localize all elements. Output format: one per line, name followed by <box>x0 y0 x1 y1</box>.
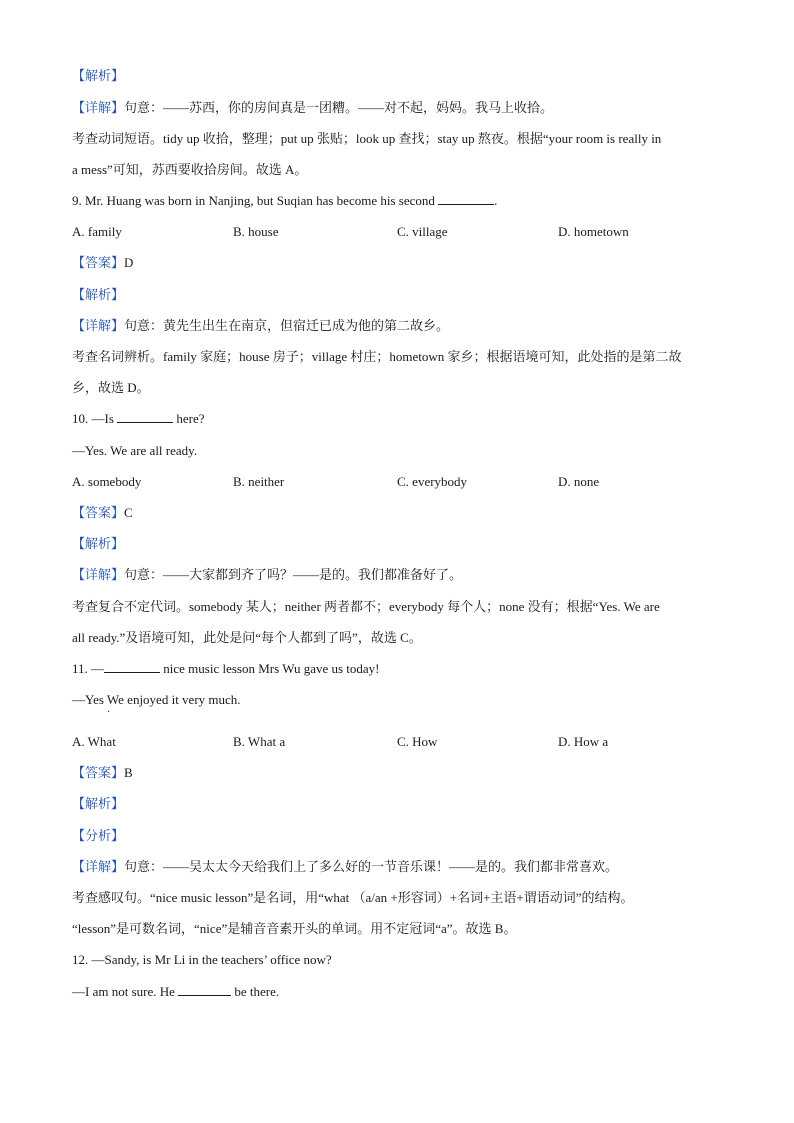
q10-explanation-1: 考查复合不定代词。somebody 某人；neither 两者都不；everybody 每个人；none 没有；根据“Yes. We are <box>72 599 660 614</box>
detail-tag: 【详解】 <box>72 318 125 333</box>
q9-explanation-2: 乡，故选 D。 <box>72 380 150 395</box>
answer-tag: 【答案】 <box>72 765 125 780</box>
q10-stem <box>72 410 728 428</box>
q11-explanation-2: “lesson”是可数名词，“nice”是辅音音素开头的单词。用不定冠词“a”。故选 B。 <box>72 921 517 936</box>
q9-option-d: D. hometown <box>558 224 629 239</box>
q12-stem: 12. —Sandy, is Mr Li in the teachers’ office now? <box>72 952 332 967</box>
analyze-tag: 【分析】 <box>72 828 125 843</box>
analysis-tag: 【解析】 <box>72 536 125 551</box>
detail-tag: 【详解】 <box>72 859 125 874</box>
q10-stem-text: 10. —Is <box>72 411 118 426</box>
answer-tag: 【答案】 <box>72 505 125 520</box>
q8-explanation-1: 考查动词短语。tidy up 收拾，整理；put up 张贴；look up 查找；stay up 熬夜。根据“your room is really in <box>72 131 662 146</box>
q10-explanation-2: all ready.”及语境可知，此处是问“每个人都到了吗”，故选 C。 <box>72 630 422 645</box>
q10-meaning-line <box>72 566 728 584</box>
q11-option-a: A. What <box>72 734 116 749</box>
q11-answer: B <box>124 765 133 780</box>
q11-meaning-line <box>72 858 728 876</box>
q11-option-c: C. How <box>397 734 438 749</box>
q10-stem-end: here? <box>173 411 205 426</box>
analyze-heading <box>72 827 728 845</box>
analysis-heading <box>72 795 728 813</box>
q8-meaning-line <box>72 99 728 117</box>
q11-blank <box>104 660 160 673</box>
q11-stem-end: nice music lesson Mrs Wu gave us today! <box>160 661 380 676</box>
q11-explanation-1: 考查感叹句。“nice music lesson”是名词，用“what （a/an +形容词）+名词+主语+谓语动词”的结构。 <box>72 890 634 905</box>
detail-tag: 【详解】 <box>72 100 125 115</box>
q9-stem-text: 9. Mr. Huang was born in Nanjing, but Suqian has become his second <box>72 193 439 208</box>
q9-blank <box>438 192 494 205</box>
q10-option-b: B. neither <box>233 474 285 489</box>
q12-reply-end: be there. <box>231 984 280 999</box>
q10-answer: C <box>124 505 133 520</box>
q9-meaning-line <box>72 317 728 335</box>
q12-blank <box>178 983 231 996</box>
answer-tag: 【答案】 <box>72 255 125 270</box>
q9-answer-line <box>72 254 728 272</box>
q11-reply: —Yes We enjoyed it very much. <box>72 692 241 707</box>
analysis-tag: 【解析】 <box>72 287 125 302</box>
q10-option-c: C. everybody <box>397 474 468 489</box>
detail-tag: 【详解】 <box>72 567 125 582</box>
q9-explanation-1: 考查名词辨析。family 家庭；house 房子；village 村庄；hometown 家乡；根据语境可知，此处指的是第二故 <box>72 349 682 364</box>
q12-reply <box>72 983 728 1001</box>
q10-option-a: A. somebody <box>72 474 142 489</box>
q11-answer-line <box>72 764 728 782</box>
q11-option-b: B. What a <box>233 734 286 749</box>
q9-stem <box>72 192 728 210</box>
q9-stem-end: . <box>494 193 498 208</box>
q9-options <box>72 223 728 241</box>
q10-answer-line <box>72 504 728 522</box>
q9-option-a: A. family <box>72 224 122 239</box>
analysis-tag: 【解析】 <box>72 68 125 83</box>
q9-answer: D <box>124 255 134 270</box>
q10-option-d: D. none <box>558 474 600 489</box>
analysis-heading <box>72 67 728 85</box>
q12-reply-text: —I am not sure. He <box>72 984 179 999</box>
q10-meaning: 句意：——大家都到齐了吗？——是的。我们都准备好了。 <box>124 567 463 582</box>
q11-stem-text: 11. — <box>72 661 105 676</box>
analysis-heading <box>72 535 728 553</box>
q8-explanation-2: a mess”可知，苏西要收拾房间。故选 A。 <box>72 162 308 177</box>
q10-options <box>72 473 728 491</box>
q11-stem <box>72 660 728 678</box>
q9-option-c: C. village <box>397 224 448 239</box>
stray-dot-mark: · <box>107 707 111 718</box>
analysis-heading <box>72 286 728 304</box>
q11-meaning: 句意：——吴太太今天给我们上了多么好的一节音乐课！——是的。我们都非常喜欢。 <box>124 859 619 874</box>
q8-meaning: 句意：——苏西，你的房间真是一团糟。——对不起，妈妈。我马上收拾。 <box>124 100 554 115</box>
analysis-tag: 【解析】 <box>72 796 125 811</box>
q11-options <box>72 733 728 751</box>
q9-meaning: 句意：黄先生出生在南京，但宿迁已成为他的第二故乡。 <box>124 318 450 333</box>
q10-blank <box>117 410 173 423</box>
q10-reply: —Yes. We are all ready. <box>72 443 198 458</box>
q11-option-d: D. How a <box>558 734 609 749</box>
q9-option-b: B. house <box>233 224 279 239</box>
